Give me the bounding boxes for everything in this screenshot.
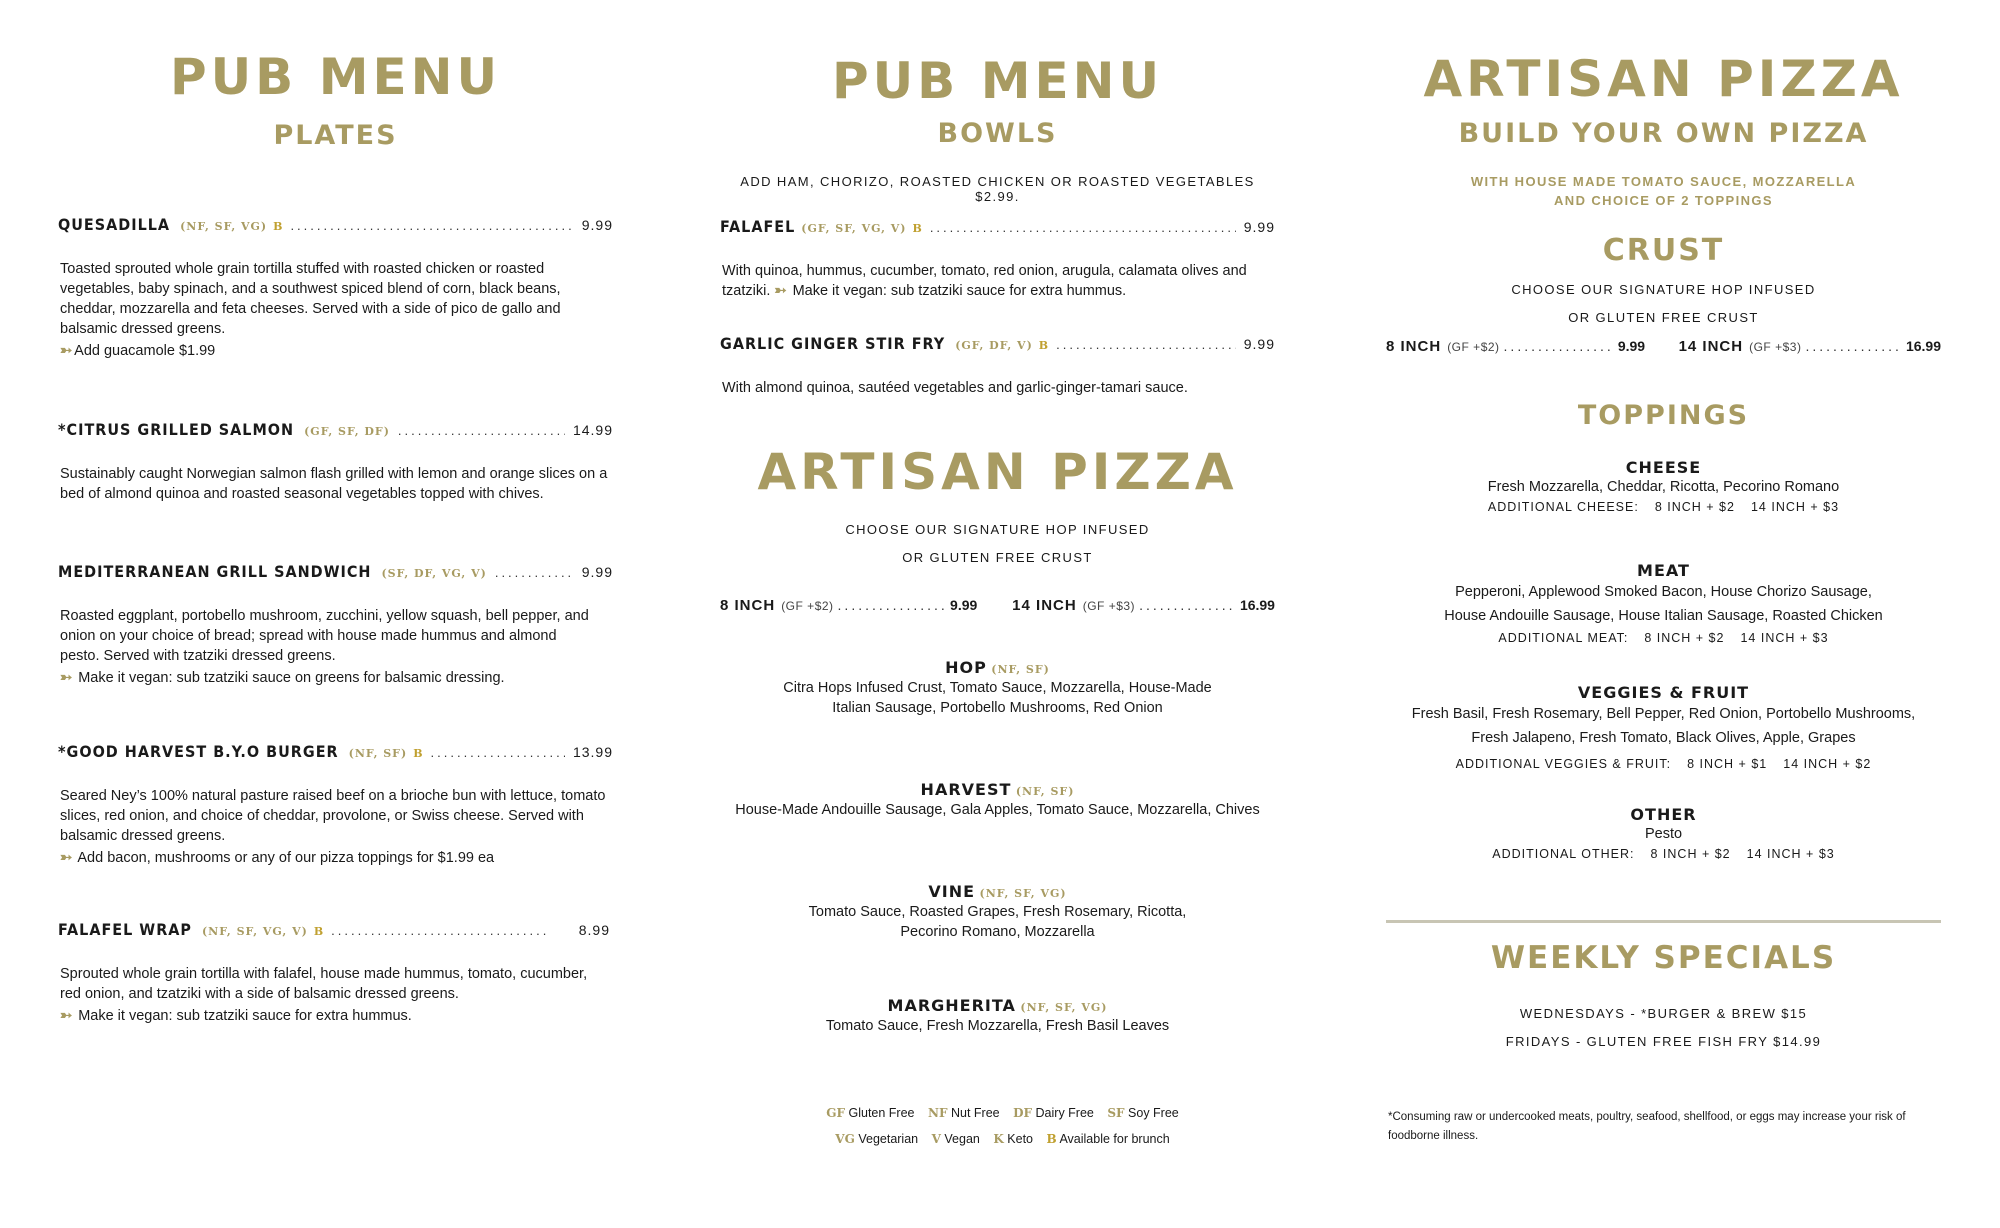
item-price: 8.99 — [578, 922, 610, 938]
legend-code-gf: GF — [826, 1106, 846, 1120]
special-wednesday: WEDNESDAYS - *BURGER & BREW $15 — [1519, 1006, 1808, 1021]
additional-14-inch: 14 INCH + $3 — [1750, 500, 1840, 514]
item-description-text: Sprouted whole grain tortilla with falafel, house made hummus, tomato, cucumber, red onion, and tzatziki with a side of balsamic dressed greens. — [60, 966, 588, 1002]
pizza-tags: (NF, SF, VG) — [979, 887, 1067, 900]
toppings-heading: TOPPINGS — [1577, 400, 1750, 431]
leader-dots — [495, 565, 574, 580]
topping-list-line-1: Pesto — [1644, 826, 1683, 842]
item-description-text: Sustainably caught Norwegian salmon flash grilled with lemon and orange slices on a bed of almond quinoa and roasted seasonal vegetables topped with chives. — [60, 466, 608, 502]
section-divider — [1386, 920, 1941, 923]
crust-gf-extra-14: (GF +$3) — [1082, 599, 1136, 613]
item-name: QUESADILLA — [58, 215, 171, 234]
menu-item-mediterranean-grill-sandwich — [58, 562, 613, 581]
leader-dots — [930, 220, 1236, 235]
topping-list-line-1: Pepperoni, Applewood Smoked Bacon, House Chorizo Sausage, — [1455, 584, 1872, 600]
pizza-hop — [720, 658, 1275, 718]
crust-prices — [720, 597, 1275, 614]
additional-label: ADDITIONAL VEGGIES & FRUIT: — [1455, 757, 1672, 771]
item-tags: (GF, SF, VG, V) — [801, 222, 907, 235]
section-title-plates: PLATES — [273, 120, 398, 151]
legend-label-k: Keto — [1007, 1132, 1033, 1146]
item-note: Make it vegan: sub tzatziki sauce for extra hummus. — [78, 1008, 412, 1024]
page-title: ARTISAN PIZZA — [1423, 50, 1904, 108]
item-tags: (SF, DF, VG, V) — [381, 567, 487, 580]
menu-item-quesadilla — [58, 215, 613, 234]
item-name: FALAFEL WRAP — [58, 920, 192, 939]
additional-8-inch: 8 INCH + $2 — [1644, 631, 1725, 645]
arrow-right-icon: ➳ — [60, 343, 73, 359]
special-friday: FRIDAYS - GLUTEN FREE FISH FRY $14.99 — [1505, 1034, 1822, 1049]
item-description — [722, 378, 1275, 398]
item-note: Make it vegan: sub tzatziki sauce for extra hummus. — [792, 283, 1127, 299]
crust-price-14: 16.99 — [1239, 597, 1275, 613]
crust-gf-extra-8: (GF +$2) — [1447, 340, 1500, 354]
item-tags: (GF, DF, V) — [955, 339, 1033, 352]
crust-note-line-1: CHOOSE OUR SIGNATURE HOP INFUSED — [1511, 282, 1816, 297]
additional-8-inch: 8 INCH + $2 — [1650, 847, 1731, 861]
crust-size-14: 14 INCH — [1012, 597, 1077, 614]
legend-code-k: K — [993, 1132, 1004, 1146]
crust-price-8: 9.99 — [950, 597, 978, 613]
legend-label-gf: Gluten Free — [848, 1106, 915, 1120]
menu-item-citrus-grilled-salmon — [58, 420, 613, 439]
item-tags: (NF, SF, VG) — [180, 220, 268, 233]
item-name: *CITRUS GRILLED SALMON — [58, 420, 295, 439]
leader-dots — [1805, 338, 1902, 354]
additional-pricing — [1386, 497, 1941, 517]
topping-group-other — [1386, 805, 1941, 864]
leader-dots — [398, 423, 565, 438]
brunch-badge: B — [413, 747, 423, 760]
item-note: Make it vegan: sub tzatziki sauce on greens for balsamic dressing. — [78, 670, 505, 686]
item-price: 9.99 — [1243, 219, 1275, 235]
additional-8-inch: 8 INCH + $2 — [1654, 500, 1735, 514]
crust-gf-extra-8: (GF +$2) — [781, 599, 834, 613]
pizza-description-line-1: House-Made Andouille Sausage, Gala Apples, Tomato Sauce, Mozzarella, Chives — [735, 802, 1260, 818]
crust-note-line-1: CHOOSE OUR SIGNATURE HOP INFUSED — [845, 522, 1150, 537]
additional-14-inch: 14 INCH + $3 — [1740, 631, 1829, 645]
pizza-vine — [720, 882, 1275, 942]
disclaimer-line-2: foodborne illness. — [1388, 1130, 1479, 1142]
item-name: *GOOD HARVEST B.Y.O BURGER — [58, 742, 339, 761]
crust-note-line-2: OR GLUTEN FREE CRUST — [902, 550, 1093, 565]
legend-code-sf: SF — [1107, 1106, 1125, 1120]
topping-group-name: MEAT — [1637, 561, 1690, 580]
item-price: 14.99 — [572, 422, 613, 438]
pizza-tags: (NF, SF) — [1015, 785, 1075, 798]
leader-dots — [1139, 597, 1236, 613]
item-name: GARLIC GINGER STIR FRY — [720, 334, 946, 353]
page-title: PUB MENU — [831, 52, 1164, 110]
right-column — [1386, 0, 1941, 1228]
item-description-text: With quinoa, hummus, cucumber, tomato, red onion, arugula, calamata olives and tzatziki. — [722, 263, 1247, 299]
item-description — [60, 964, 600, 1026]
leader-dots — [431, 745, 565, 760]
crust-price-14: 16.99 — [1905, 338, 1941, 354]
topping-group-name: OTHER — [1630, 805, 1697, 824]
legend-label-b: Available for brunch — [1059, 1132, 1170, 1146]
topping-group-cheese — [1386, 458, 1941, 517]
legend-code-b: B — [1046, 1132, 1057, 1146]
pizza-name: MARGHERITA — [887, 996, 1016, 1015]
crust-note-line-2: OR GLUTEN FREE CRUST — [1568, 310, 1759, 325]
brunch-badge: B — [912, 222, 922, 235]
item-price: 9.99 — [1243, 336, 1275, 352]
pizza-description-line-1: Tomato Sauce, Fresh Mozzarella, Fresh Basil Leaves — [825, 1018, 1170, 1034]
arrow-right-icon: ➳ — [774, 283, 787, 299]
item-tags: (NF, SF) — [348, 747, 408, 760]
left-column — [58, 0, 613, 1228]
section-title-bowls: BOWLS — [937, 118, 1058, 149]
pizza-description-line-1: Tomato Sauce, Roasted Grapes, Fresh Rosemary, Ricotta, — [808, 904, 1187, 920]
middle-column — [720, 0, 1275, 1228]
item-price: 9.99 — [581, 217, 613, 233]
pizza-margherita — [720, 996, 1275, 1036]
disclaimer-line-1: *Consuming raw or undercooked meats, poultry, seafood, shellfood, or eggs may increase your risk of — [1388, 1111, 1906, 1123]
add-protein-note: ADD HAM, CHORIZO, ROASTED CHICKEN OR ROASTED VEGETABLES $2.99. — [740, 174, 1255, 204]
menu-item-falafel-bowl — [720, 217, 1275, 236]
legend-label-vg: Vegetarian — [858, 1132, 919, 1146]
pizza-tags: (NF, SF) — [991, 663, 1050, 676]
crust-size-8: 8 INCH — [720, 597, 776, 614]
item-price: 13.99 — [572, 744, 613, 760]
sauce-note-line-1: WITH HOUSE MADE TOMATO SAUCE, MOZZARELLA — [1470, 174, 1857, 189]
menu-item-garlic-ginger-stir-fry — [720, 334, 1275, 353]
item-tags: (GF, SF, DF) — [304, 425, 390, 438]
item-description — [722, 261, 1267, 301]
item-description — [60, 259, 580, 361]
additional-pricing — [1386, 844, 1941, 864]
item-description-text: Seared Ney’s 100% natural pasture raised beef on a brioche bun with lettuce, tomato slices, red onion, and choice of cheddar, provolone, or Swiss cheese. Served with balsamic dressed greens. — [60, 788, 606, 844]
arrow-right-icon: ➳ — [60, 1008, 73, 1024]
legend-code-vg: VG — [835, 1132, 855, 1146]
additional-label: ADDITIONAL CHEESE: — [1487, 500, 1639, 514]
crust-size-8: 8 INCH — [1386, 338, 1442, 355]
item-description-text: With almond quinoa, sautéed vegetables and garlic-ginger-tamari sauce. — [722, 380, 1188, 396]
item-name: FALAFEL — [720, 217, 796, 236]
legend-code-df: DF — [1013, 1106, 1033, 1120]
brunch-badge: B — [273, 220, 283, 233]
additional-pricing — [1386, 754, 1941, 774]
item-description — [60, 786, 610, 868]
legend-label-df: Dairy Free — [1035, 1106, 1094, 1120]
leader-dots — [331, 923, 549, 938]
section-title-build-your-own: BUILD YOUR OWN PIZZA — [1458, 118, 1869, 149]
legend-label-sf: Soy Free — [1128, 1106, 1179, 1120]
menu-item-good-harvest-burger — [58, 742, 613, 761]
item-name: MEDITERRANEAN GRILL SANDWICH — [58, 562, 372, 581]
crust-prices — [1386, 338, 1941, 355]
sauce-note-line-2: AND CHOICE OF 2 TOPPINGS — [1554, 193, 1773, 208]
pizza-tags: (NF, SF, VG) — [1020, 1001, 1108, 1014]
item-note: Add guacamole $1.99 — [74, 343, 216, 359]
leader-dots — [838, 597, 947, 613]
topping-list-line-1: Fresh Mozzarella, Cheddar, Ricotta, Pecorino Romano — [1487, 479, 1840, 495]
leader-dots — [1504, 338, 1614, 354]
additional-pricing — [1386, 628, 1941, 648]
item-description — [60, 464, 615, 504]
pizza-name: HARVEST — [920, 780, 1012, 799]
pizza-description-line-2: Italian Sausage, Portobello Mushrooms, Red Onion — [832, 700, 1163, 716]
additional-8-inch: 8 INCH + $1 — [1687, 757, 1768, 771]
crust-heading: CRUST — [1602, 233, 1725, 268]
pizza-description-line-2: Pecorino Romano, Mozzarella — [900, 924, 1095, 940]
additional-14-inch: 14 INCH + $2 — [1783, 757, 1872, 771]
arrow-right-icon: ➳ — [60, 670, 73, 686]
weekly-specials-heading: WEEKLY SPECIALS — [1490, 940, 1837, 976]
pizza-description-line-1: Citra Hops Infused Crust, Tomato Sauce, Mozzarella, House-Made — [783, 680, 1212, 696]
dietary-legend — [720, 1100, 1275, 1152]
page-title: PUB MENU — [169, 48, 502, 106]
legend-code-nf: NF — [928, 1106, 948, 1120]
crust-price-8: 9.99 — [1617, 338, 1646, 354]
topping-group-veggies-fruit — [1386, 683, 1941, 774]
pizza-name: HOP — [945, 658, 987, 677]
brunch-badge: B — [313, 925, 324, 938]
topping-list-line-1: Fresh Basil, Fresh Rosemary, Bell Pepper, Red Onion, Portobello Mushrooms, — [1411, 706, 1916, 722]
legend-label-v: Vegan — [944, 1132, 980, 1146]
crust-size-14: 14 INCH — [1678, 338, 1744, 355]
leader-dots — [1056, 337, 1236, 352]
leader-dots — [290, 218, 573, 233]
item-note: Add bacon, mushrooms or any of our pizza toppings for $1.99 ea — [77, 850, 495, 866]
food-safety-disclaimer — [1388, 1108, 1941, 1146]
item-price: 9.99 — [581, 564, 613, 580]
arrow-right-icon: ➳ — [60, 850, 73, 866]
item-description-text: Roasted eggplant, portobello mushroom, zucchini, yellow squash, bell pepper, and onion on your choice of bread; spread with house made hummus and almond pesto. Served with tzatziki dressed greens. — [60, 608, 589, 664]
crust-gf-extra-14: (GF +$3) — [1749, 340, 1802, 354]
additional-14-inch: 14 INCH + $3 — [1746, 847, 1835, 861]
topping-group-meat — [1386, 561, 1941, 648]
item-description — [60, 606, 600, 688]
additional-label: ADDITIONAL OTHER: — [1492, 847, 1635, 861]
topping-group-name: CHEESE — [1625, 458, 1702, 477]
menu-item-falafel-wrap — [58, 920, 610, 939]
pizza-name: VINE — [928, 882, 976, 901]
additional-label: ADDITIONAL MEAT: — [1498, 631, 1629, 645]
topping-group-name: VEGGIES & FRUIT — [1577, 683, 1750, 702]
topping-list-line-2: House Andouille Sausage, House Italian Sausage, Roasted Chicken — [1444, 608, 1883, 624]
legend-code-v: V — [931, 1132, 941, 1146]
legend-label-nf: Nut Free — [950, 1106, 1000, 1120]
topping-list-line-2: Fresh Jalapeno, Fresh Tomato, Black Olives, Apple, Grapes — [1471, 730, 1856, 746]
pizza-harvest — [720, 780, 1275, 820]
item-tags: (NF, SF, VG, V) — [201, 925, 308, 938]
section-title-artisan-pizza: ARTISAN PIZZA — [757, 443, 1238, 501]
brunch-badge: B — [1038, 339, 1049, 352]
item-description-text: Toasted sprouted whole grain tortilla stuffed with roasted chicken or roasted vegetables, baby spinach, and a southwest spiced blend of corn, black beans, cheddar, mozzarella and feta cheeses. Served with a side of pico de gallo and balsamic dressed greens. — [60, 261, 561, 337]
